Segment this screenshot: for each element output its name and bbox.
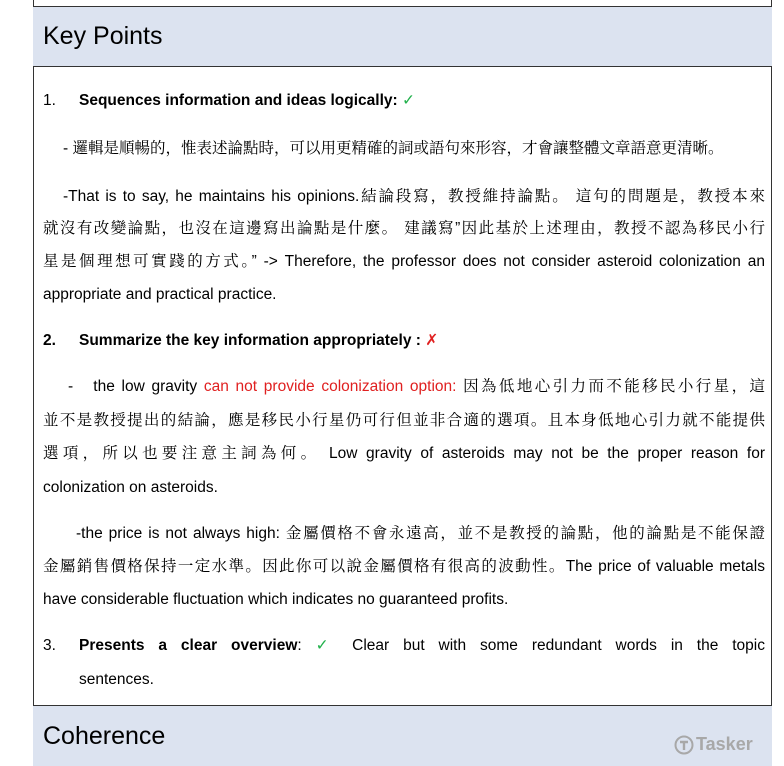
item-heading xyxy=(79,629,765,662)
paragraph-line: 就沒有改變論點，也沒在這邊寫出論點是什麼。 建議寫”因此基於上述理由，教授不認為移民小行 xyxy=(43,220,765,237)
item-text-continued: sentences. xyxy=(79,671,154,688)
logo-text: Tasker xyxy=(696,734,753,754)
section-title: Coherence xyxy=(43,721,166,750)
paragraph-line: have considerable fluctuation which indicates no guaranteed profits. xyxy=(43,591,509,608)
paragraph-line: -the price is not always high: 金屬價格不會永遠高，並不是教授的論點，他的論點是不能保證 xyxy=(76,525,765,542)
tasker-logo xyxy=(674,734,753,755)
item-text: Clear but with some redundant words in the topic xyxy=(352,637,765,654)
highlight-text: can not provide colonization option: xyxy=(203,378,457,395)
item-number: 2. xyxy=(43,332,56,349)
tasker-logo-icon xyxy=(674,735,694,755)
heading-text: Presents a clear overview xyxy=(79,637,298,654)
text-run: 因為低地心引力而不能移民小行星，這 xyxy=(456,378,765,395)
heading-text: Summarize the key information appropriately : xyxy=(79,332,421,349)
paragraph-line: 金屬銷售價格保持一定水準。因此你可以說金屬價格有很高的波動性。The price of valuable metals xyxy=(43,558,765,575)
bullet-line: - 邏輯是順暢的，惟表述論點時，可以用更精確的詞或語句來形容，才會讓整體文章語意更清晰。 xyxy=(63,140,724,157)
check-icon: ✓ xyxy=(315,637,339,654)
section-title: Key Points xyxy=(43,22,163,50)
paragraph-line xyxy=(68,370,765,403)
text-run: - the low gravity xyxy=(68,378,204,395)
check-icon: ✓ xyxy=(402,92,416,109)
item-heading xyxy=(79,84,415,117)
item-number: 3. xyxy=(43,637,56,654)
section-header-key-points xyxy=(33,6,772,67)
colon: : xyxy=(297,637,302,654)
item-number: 1. xyxy=(43,92,56,109)
heading-text: Sequences information and ideas logically: xyxy=(79,92,398,109)
paragraph-line: 選項，所以也要注意主詞為何。 Low gravity of asteroids may not be the proper reason for xyxy=(43,445,765,462)
paragraph-line: 並不是教授提出的結論，應是移民小行星仍可行但並非合適的選項。且本身低地心引力就不能提供 xyxy=(43,412,765,429)
cross-icon: ✗ xyxy=(425,332,439,349)
paragraph-line: -That is to say, he maintains his opinions.結論段寫，教授維持論點。 這句的問題是，教授本來 xyxy=(63,188,765,205)
paragraph-line: colonization on asteroids. xyxy=(43,479,218,496)
section-header-coherence xyxy=(33,705,772,766)
item-heading xyxy=(79,324,438,357)
paragraph-line: appropriate and practical practice. xyxy=(43,286,277,303)
paragraph-line: 星是個理想可實踐的方式。” -> Therefore, the professor does not consider asteroid colonization an xyxy=(43,253,765,270)
